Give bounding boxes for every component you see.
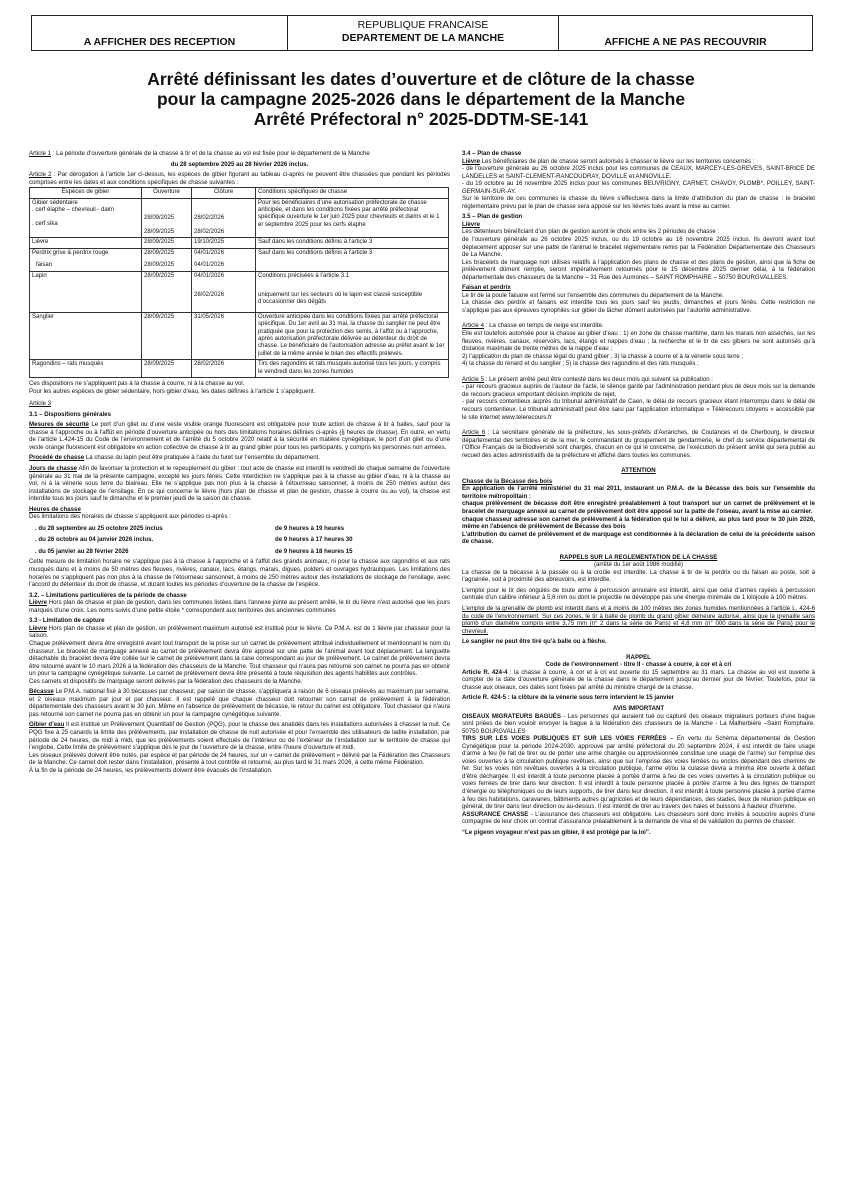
header-center	[288, 16, 559, 50]
pheasant-partridge-days: La chasse des perdrix et faisans est interdite tous les jours sauf les jeudis, dimanches et jours fériés. Cette restriction ne s’applique pas aux épreuves cynophiles sur gibier de lâcher dûment autorisées par l’autorité administrative.	[462, 299, 815, 314]
section-3-4-hare: Lièvre Les bénéficiaires de plan de chasse seront autorisés à chasser le lièvre sur les territoires concernés :	[462, 157, 755, 165]
table-row: Ragondins – rats musqués 28/09/2025 28/02/2026 Tirs des ragondins et rats musqués autorisé tous les jours, y compris le vendredi dans les zones humides	[30, 360, 449, 378]
section-3-3-hare: Lièvre Hors plan de chasse et plan de gestion, un prélèvement maximum autorisé est institué pour le lièvre. Ce P.M.A. est de 1 lièvre par chasseur pour la saison.	[29, 624, 450, 640]
table-header: Conditions spécifiques de chasse	[256, 188, 449, 198]
woodcock-heading: Chasse de la Bécasse des bois	[462, 477, 553, 485]
table-header: Espèces de gibier	[30, 188, 142, 198]
rappel-heading: RAPPEL	[626, 653, 651, 661]
title-line-3: Arrêté Préfectoral n° 2025-DDTM-SE-141	[253, 109, 589, 129]
woodcock: Bécasse Le P.M.A. national fixé à 30 bécasses par chasseur, par saison de chasse, s’appliquera à raison de 6 oiseaux prélevés au maximum par semaine, et 2 oiseaux maximum par jour et par chasseur. Il est rappelé que chaque chasseur doit retourner son carnet de prélèvement à la fédération départementale des chasseurs avant le 30 juin. Même en l'absence de prélèvement de bécasse, le retour du carnet est obligatoire. Tout chasseur qui n'aura pas retourné son carnet ne pourra pas en obtenir un pour la campagne cynégétique suivante.	[29, 688, 450, 718]
section-3-1: 3.1 – Dispositions générales	[29, 410, 111, 418]
hunting-days: Jours de chasse Afin de favoriser la protection et le repeuplement du gibier : tout acte de chasse est interdit le vendredi de chaque semaine de l’ouverture générale au 31 mai de la présente campagne, excepté les jours fériés. Cette interdiction ne s’applique pas à la chasse au gibier d’eau, ni à la chasse au vol, ni à la vénerie sous terre du blaireau. Elle ne s’applique pas non plus à la chasse à l’étourneau sansonnet, à moins de 250 mètres autour des installations de stockage de l’ensilage. En ce qui concerne le lièvre (hors plan de chasse et plan de gestion, chasse à courre ou au vol), la chasse est interdite tous les jours sauf le dimanche et le premier jeudi de la saison de chasse.	[29, 465, 451, 503]
table-row: Perdrix grise & perdrix rouge faisan 28/09/2025 28/09/2025 04/01/2026 04/01/2026 Sauf dans les conditions définis à l'article 3	[30, 248, 449, 271]
article-4-waterfowl: Elle est toutefois autorisée pour la chasse au gibier d’eau : 1) en zone de chasse maritime, dans les marais non asséchés, sur les fleuves, rivières, canaux, réservoirs, lacs, étangs et nappes d’eau ; la recherche et le tir de ces gibiers ne sont autorisés qu’à distance maximale de trente mètres de la nappe d’eau ;	[462, 330, 815, 353]
right-column	[462, 150, 815, 839]
section-3-4-period-2: - du 19 octobre au 16 novembre 2025 inclus pour les communes BEUVRIGNY, CARNET, CHAVOY, PLOMB*, POILLEY, SAINT-GERMAIN-SUR-AY.	[462, 180, 815, 195]
road-shooting: TIRS SUR LES VOIES PUBLIQUES ET SUR LES VOIES FERRÉES – En vertu du Schéma départemental de Gestion Cynégétique pour la période 2024-2030, approuvé par arrêté préfectoral du 20 septembre 2024, il est interdit de faire usage d’arme à feu (le fait de tirer ou de porter une arme chargée ou approvisionnée constitue une usage de l’arme) sur l’emprise des voies ouvertes à la circulation publique revêtues, ainsi que sur l’emprise des voies ferrées ou enclos dépendant des chemins de fer. Sur les voies non revêtues ouvertes à la circulation publique, l’arme et/ou la culasse devra a minima être ouverte à défaut d’être déchargée. Il est interdit à toute personne placée à portée d’arme à feu de ces voies ouvertes à la circulation publique ou voies ferrées de tirer dans leur direction. Il est interdit à toute personne placée à portée d’arme à feu des lignes de transport d’énergie ou téléphoniques ou de leurs supports, de tirer dans leur direction. Il est interdit à toute personne placée à portée d’arme à feu des habitations, caravanes, bâtiments autres qu’agricoles et de leurs dépendances, des stades, lieux de réunion publique en général, de tirer dans leur direction ou au-dessus. Il est interdit de tirer au travers des haies et buissons à hauteur d’homme.	[462, 735, 815, 811]
reminders-subheading: (arrêté du 1er août 1986 modifié)	[593, 561, 684, 569]
document-title	[31, 69, 811, 129]
woodcock-attribution: L'attribution du carnet de prélèvement et de marquage est conditionnée à la déclaration de celui de la précédente saison de chasse.	[462, 530, 815, 546]
woodcock-record: chaque prélèvement de bécasse doit être enregistré préalablement à tout transport sur un carnet de prélèvement et le bracelet de marquage annexé au carnet de prélèvement doit être apposé sur la patte de l'oiseau, avant la mise au carnier.	[462, 500, 815, 515]
article-1: Article 1 : La période d’ouverture générale de la chasse à tir et de la chasse au vol est fixée pour le département de la Manche	[29, 150, 370, 157]
header-department: DEPARTEMENT DE LA MANCHE	[341, 32, 505, 44]
article-4-fox: 4) la chasse du renard et du sanglier ; 5) la chasse des ragondins et des rats musqués ;	[462, 360, 699, 368]
reminder-sanglier: Le sanglier ne peut être tiré qu’à balle ou à flèche.	[462, 638, 607, 646]
article-4: Article 4 : La chasse en temps de neige est interdite.	[462, 322, 604, 330]
section-3-3-carnet: Chaque prélèvement devra être enregistré avant tout transport de la prise sur un carnet de prélèvement attribué individuellement et mentionnant le nom du chasseur. Le bracelet de marquage annexé au carnet de prélèvement devra être apposé sur une patte de l’animal avant tout déplacement. La languette détachable du bracelet devra être collée sur le carnet de prélèvement dans la case correspondant au jour de prélèvement. Le carnet de prélèvement devra être retourné avant le 10 mars 2026 à la fédération des chasseurs de la Manche. Tout chasseur qui n’aura pas retourné son carnet ne pourra pas en obtenir un pour la campagne cynégétique suivante. Le carnet de prélèvement devra être présenté à toute réquisition des agents habilités aux contrôles.	[29, 639, 450, 678]
woodcock-return: chaque chasseur adresse son carnet de prélèvement à la fédération qui le lui a délivré, au plus tard pour le 30 juin 2026, même en l'absence de prélèvement de Bécasse des bois	[462, 515, 815, 531]
article-3-label: Article 3	[29, 400, 52, 408]
section-3-2: 3.2. – Limitations particulières de la période de chasse	[29, 591, 187, 599]
attention-heading: ATTENTION	[621, 467, 656, 475]
article-1-label: Article 1	[29, 150, 52, 157]
header-republic: REPUBLIQUE FRANCAISE	[357, 19, 489, 31]
species-table	[29, 187, 449, 378]
reminder-passee: La chasse de la bécasse à la passée ou à la croûle est interdite. La chasse à tir de la perdrix ou du faisan au poste, soit à l’agrainée, soit à proximité des abreuvoirs, est interdite.	[462, 568, 815, 584]
table-row: Gibier sédentaire . cerf élaphe – chevreuil - daim . cerf sika 28/09/2025 28/09/2025 28/02/2026 28/02/2026 Pour les bénéficiaires d’une autorisation préfectorale de chasse anticipée, et dans les conditions fixées par arrêté préfectoral spécifique ouverture le 1er juin 2025 pour chevreuils et daims et le 1 er septembre 2025 pour les cerfs élaphe	[30, 198, 449, 238]
reminder-plomb: L'emploi de la grenaille de plomb est interdit dans et à moins de 100 mètres des zones humides mentionnées à l’article L. 424-6 du code de l’environnement. Sur ces zones, le tir à balle de plomb du grand gibier demeure autorisé, ainsi que la grenaille sans plomb d’un diamètre compris entre 3,75 mm (n° 2 dans la série de Paris) et 4,8 mm (n° 000 dans la série de Paris) pour le chevreuil.	[462, 604, 815, 635]
banded-birds: OISEAUX MIGRATEURS BAGUÉS - Les personnes qui auraient tué ou capturé des oiseaux migrateurs porteurs d’une bague sont priées de bien vouloir envoyer la bague à la fédération des chasseurs de la Manche - La Malherbière –Saint Romphaire. 50750 BOURGVALLES	[462, 712, 815, 735]
hours-exception: Cette mesure de limitation horaire ne s’applique pas à la chasse à l’approche et à l’affût des grands animaux, ni pour la chasse aux ragondins et aux rats musqués dans et à moins de 50 mètres des fleuves, rivières, canaux, lacs, étangs, marais, digues, polders et ouvrages hydrauliques. Les limitations des horaires ne s’appliquent pas non plus à la chasse de l’étourneau sansonnet, à moins de 250 mètres autour des installations de stockage de l’ensilage, avec l’accord du détenteur du droit de chasse, et durant toutes les périodes d’ouverture de la chasse de l’espèce.	[29, 558, 450, 589]
code-line: Code de l’environnement - titre II - chasse à courre, à cor et à cri	[545, 661, 732, 669]
section-3-5-periods: de l’ouverture générale au 26 octobre 2025 inclus, ou du 19 octobre au 16 novembre 2025 inclus. Ils devront avant tout déplacement apposer sur une patte de l’animal le bracelet réglementaire remis par la Fédération Départementale des Chasseurs de La Manche.	[462, 236, 815, 259]
hours-row: . du 05 janvier au 28 février 2026 de 9 heures à 18 heures 15	[35, 547, 353, 555]
section-3-4: 3.4 – Plan de chasse	[462, 150, 522, 157]
table-header: Ouverture	[142, 188, 192, 198]
reminder-ongules: L'emploi pour le tir des ongulés de toute arme à percussion annulaire est interdit, ainsi que celui d’armes rayées à percussion centrale d’un calibre inférieur à 5,6 mm ou dont le projectile ne développe pas une énergie minimale de 1 kilojoule à 100 mètres.	[462, 586, 815, 602]
security-measures: Mesures de sécurité Le port d’un gilet ou d’une veste visible orange fluorescent est obligatoire pour toute action de chasse à tir à balles, sauf pour la chasse à l’approche ou à l’affût en période d’ouverture anticipée ou hors des limitations horaires définies ci-après (§ heures de chasse). En outre, en vertu de l’article L.424-15 du Code de l’environnement et de l’arrêté du 5 octobre 2020 relatif à la sécurité en matière cynégétique, le port d’un gilet ou d’une veste orange fluorescent est obligatoire en action collective de chasse à tir au grand gibier pour tous les participants, y compris les personnes non armées.	[29, 421, 450, 451]
section-3-5: 3.5 – Plan de gestion	[462, 213, 523, 221]
section-3-4-quota: Sur le territoire de ces communes la chasse du lièvre s’effectuera dans la limite d’attribution du plan de chasse : le bracelet réglementaire prévu par le plan de chasse sera apposé sur les lièvres tués avant la mise au carnier.	[462, 195, 815, 210]
waterfowl: Gibier d’eau Il est institué un Prélèvement Quantitatif de Gestion (PQG), pour la chasse des anatidés dans les installations autorisées à chasser la nuit. Ce PQG fixe à 25 canards la limite des prélèvements, par installation de chasse de nuit autorisée et pour l’ensemble des utilisateurs de ladite installation, par période de 24 heures, de midi à midi, que les prélèvements soient effectués de l’intérieur ou de l’extérieur de l’installation sur le territoire de chasse qui l’englobe. Cette limite de prélèvement s’applique dès le jour de l’ouverture de la chasse, entre l’heure d’ouverture et midi.	[29, 721, 451, 752]
header-right: AFFICHE A NE PAS RECOUVRIR	[604, 36, 767, 48]
article-5-contentieux: - par recours contentieux auprès du tribunal administratif de Caen, le délai de recours gracieux étant interrompu dans le délai de recours contentieux. Le tribunal administratif peut être saisi par l’application informatique « Télérecours citoyens » accessible par le site internet www.telerecours.fr	[462, 398, 815, 421]
left-column	[29, 150, 450, 777]
woodcock-pma: En application de l’arrêté ministériel du 31 mai 2011, instaurant un P.M.A. de la Bécasse des bois sur l'ensemble du territoire métropolitain :	[462, 485, 815, 500]
avis-heading: AVIS IMPORTANT	[612, 705, 665, 712]
waterfowl-carnet: Les oiseaux prélevés doivent être notés, par espèce et par période de 24 heures, sur un « carnet de prélèvement » délivré par la Fédération des Chasseurs de la Manche. Ce carnet doit rester dans l’installation, présenté à tout contrôle et retourné, au plus tard le 31 mars 2026, à cette même Fédération.	[29, 751, 450, 767]
header-banner	[31, 15, 813, 51]
section-3-5-bracelets: Les bracelets de marquage non utilisés relatifs à l’application des plans de chasse et des plans de gestion, ainsi que la fiche de prélèvement dûment remplie, seront impérativement retournés pour le 15 décembre 2025 dernier délai, à la fédération départementale des chasseurs de la Manche – 31 Rue des Aumones – SAINT ROMPHAIRE – 50750 BOURGVALLEES.	[462, 258, 815, 281]
table-header: Clôture	[192, 188, 256, 198]
title-line-2: pour la campagne 2025-2026 dans le département de la Manche	[156, 89, 686, 109]
article-r424-5: Article R. 424-5 : la clôture de la vénerie sous terre intervient le 15 janvier	[462, 694, 675, 702]
article-2: Article 2 : Par dérogation à l’article 1er ci-dessus, les espèces de gibier figurant au tableau ci-après ne peuvent être chassées que pendant les périodes comprises entre les dates et aux conditions spécifiques de chasse suivantes :	[29, 171, 451, 186]
section-3-5-hare-label: Lièvre	[462, 220, 480, 228]
pheasant-partridge-label: Faisan et perdrix	[462, 284, 511, 292]
hours-row: . du 26 octobre au 04 janvier 2026 inclus. de 9 heures à 17 heures 30	[35, 536, 353, 544]
article-1-dates: du 28 septembre 2025 au 28 février 2026 inclus.	[170, 160, 309, 168]
section-3-4-period-1: - de l’ouverture générale au 26 octobre 2025 inclus pour les communes de CEAUX, MARCEY-LES-GREVES, SAINT-BRICE DE LANDELLES et SAINT-CLEMENT-RANCOUDRAY, DOVILLE et ANNOVILLE.	[462, 165, 815, 180]
waterfowl-evacuation: À la fin de la période de 24 heures, les prélèvements doivent être évacués de l’installation.	[29, 766, 273, 774]
title-line-1: Arrêté définissant les dates d’ouverture et de clôture de la chasse	[147, 69, 695, 89]
reminders-heading: RAPPELS SUR LA REGLEMENTATION DE LA CHASSE	[559, 553, 718, 561]
section-3-3-dispositifs: Ces carnets et dispositifs de marquage seront délivrés par la fédération des chasseurs de la Manche.	[29, 677, 303, 685]
article-2-label: Article 2	[29, 171, 52, 179]
hours-row: . du 28 septembre au 25 octobre 2025 inclus de 9 heures à 19 heures	[35, 524, 345, 532]
article-6: Article 6 : La secrétaire générale de la préfecture, les sous-préfets d’Avranches, de Coutances et de Cherbourg, le directeur départemental des territoires et de la mer, le commandant du groupement de gendarmerie, le chef du service départemental de l’Office Français de la Biodiversité sont chargés, chacun en ce qui le concerne, de l’exécution du présent arrêté qui sera publié au recueil des actes administratifs de la préfecture et affiché dans toutes les communes.	[462, 429, 815, 459]
hunting-hours: Heures de chasse Des limitations des horaires de chasse s’appliquent aux périodes ci-après :	[29, 505, 231, 521]
table-row: Lièvre 28/09/2025 19/10/2025 Sauf dans les conditions définis à l'article 3	[30, 238, 449, 248]
table-header-row	[30, 188, 449, 198]
table-row: Lapin 28/09/2025 04/01/2026 28/02/2026 Conditions précisées à l’article 3.1 uniquement sur les secteurs où le lapin est classé susceptible d’occasionner des dégâts	[30, 271, 449, 312]
article-4-plan: 2) l’application du plan de chasse légal du grand gibier ; 3) la chasse à courre et à la vénerie sous terre ;	[462, 352, 744, 360]
table-row: Sanglier 28/09/2025 31/05/2026 Ouverture anticipée dans les conditions fixées par arrêté préfectoral spécifique. Du 1er avril au 31 mai, la chasse du sanglier ne peut être pratiquée que pour la protection des semis, à l’affût ou à l’approche, après autorisation préfectorale délivrée au détenteur du droit de chasse. Le bénéficiaire de l’autorisation adresse au préfet avant le 1er juillet de la même année le bilan des effectifs prélevés.	[30, 312, 449, 359]
article-5: Article 5 : Le présent arrêté peut être contesté dans les deux mois qui suivent sa publication :	[462, 375, 714, 383]
pheasant-hen: Le tir de la poule faisane est fermé sur l’ensemble des communes du département de la Manche.	[462, 291, 724, 299]
pigeon-note: “Le pigeon voyageur n’est pas un gibier, il est protégé par la loi”.	[462, 828, 651, 836]
article-r424-4: Article R. 424-4 : la chasse à courre, à cor et à cri est ouverte du 15 septembre au 31 mars. La chasse au vol est ouverte à compter de la date d’ouverture générale de la chasse dans le département jusqu’au dernier jour de février. Toutefois, pour la chasse aux oiseaux, ces dates sont fixées par arrêté du ministre chargé de la chasse.	[462, 668, 815, 691]
header-left: A AFFICHER DES RECEPTION	[32, 16, 288, 50]
article-5-gracieux: - par recours gracieux auprès de l’auteur de l’acte, le silence gardé par l’administration pendant plus de deux mois sur la demande de recours gracieux emportant décision implicite de rejet,	[462, 383, 815, 398]
section-3-5-choice: Les détenteurs bénéficiant d’un plan de gestion auront le choix entre les 2 périodes de chasse :	[462, 228, 720, 236]
insurance: ASSURANCE CHASSE - L’assurance des chasseurs est obligatoire. Les chasseurs sont donc invités à souscrire auprès d’une compagnie de leur choix un contrat d’assurance préalablement à la demande de visa et de validation du permis de chasser.	[462, 810, 816, 826]
hunting-method: Procédé de chasse La chasse du lapin peut être pratiquée à l’aide du furet sur l’ensemble du département.	[29, 454, 320, 462]
table-note: Ces dispositions ne s’appliquent pas à la chasse à courre, ni à la chasse au vol. Pour les autres espèces de gibier sédentaire, hors gibier d’eau, les dates définies à l’article 1 s’appliquent.	[29, 380, 316, 395]
section-3-3: 3.3 - Limitation de capture	[29, 617, 105, 625]
section-3-2-hare: Lièvre Hors plan de chasse et plan de gestion, dans les communes listées dans l'annexe jointe au présent arrêté, le tir du lièvre n'est autorisé que les jours marqués d'une croix. Les noms suivis d’une petite étoile * correspondent aux territoires des anciennes communes	[29, 599, 450, 614]
